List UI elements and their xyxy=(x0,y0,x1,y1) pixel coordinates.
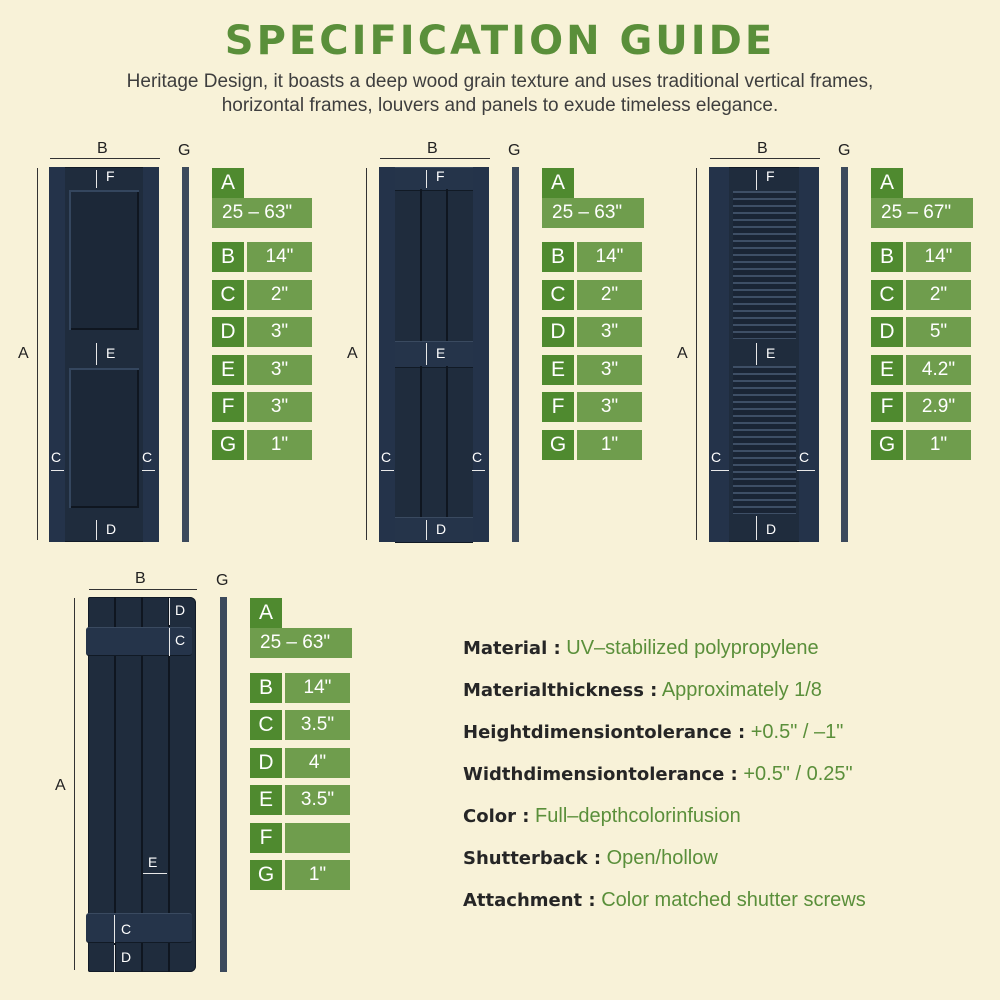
bottom-batten xyxy=(86,913,192,943)
left-stile xyxy=(49,167,65,542)
spec-key-c: C xyxy=(871,280,903,310)
thickness-profile-bar xyxy=(512,167,519,542)
right-stile xyxy=(473,167,489,542)
page-title: SPECIFICATION GUIDE xyxy=(224,18,776,64)
dim-label-e: E xyxy=(436,345,446,361)
upper-panel xyxy=(69,190,139,330)
property-material xyxy=(463,636,866,678)
property-key: Shutterback : xyxy=(463,848,602,869)
arrow-d-top xyxy=(169,598,170,625)
spec-value-e: 4.2" xyxy=(906,355,971,385)
spec-value-b: 14" xyxy=(577,242,642,272)
property-value: Color matched shutter screws xyxy=(601,889,866,911)
spec-key-d: D xyxy=(542,317,574,347)
height-dimension-line xyxy=(366,168,367,540)
property-material-thickness xyxy=(463,678,866,720)
spec-value-c: 2" xyxy=(906,280,971,310)
dim-label-g: G xyxy=(508,142,521,159)
board-groove xyxy=(420,189,422,341)
dim-label-e: E xyxy=(766,345,776,361)
top-rail xyxy=(395,167,473,191)
property-value: Full–depthcolorinfusion xyxy=(535,805,741,827)
spec-value-f: 3" xyxy=(577,392,642,422)
dim-label-d: D xyxy=(766,521,777,537)
spec-key-e: E xyxy=(250,785,282,815)
spec-value-c: 3.5" xyxy=(285,710,350,740)
spec-value-b: 14" xyxy=(247,242,312,272)
right-stile xyxy=(799,167,819,542)
property-shutterback xyxy=(463,846,866,888)
properties-list xyxy=(463,636,866,930)
spec-value-d: 4" xyxy=(285,748,350,778)
property-value: +0.5" / –1" xyxy=(750,721,844,743)
property-color xyxy=(463,804,866,846)
property-key: Materialthickness : xyxy=(463,680,658,701)
arrow-c-top xyxy=(169,628,170,656)
dim-label-d: D xyxy=(436,521,447,537)
property-key: Material : xyxy=(463,638,561,659)
dim-label-b: B xyxy=(97,140,108,157)
left-stile xyxy=(379,167,395,542)
shutter-board-and-batten xyxy=(88,597,196,972)
property-key: Heightdimensiontolerance : xyxy=(463,722,746,743)
spec-key-g: G xyxy=(212,430,244,460)
property-key: Attachment : xyxy=(463,890,596,911)
spec-key-g: G xyxy=(542,430,574,460)
dim-label-a: A xyxy=(347,345,358,362)
width-dimension-line xyxy=(380,158,490,159)
arrow-e xyxy=(426,343,427,365)
arrow-e xyxy=(96,343,97,365)
spec-value-d: 3" xyxy=(577,317,642,347)
board-groove xyxy=(446,366,448,517)
dim-label-d: D xyxy=(106,521,117,537)
dim-label-c-left: C xyxy=(381,449,392,465)
arrow-c-bottom xyxy=(114,915,115,943)
spec-key-d: D xyxy=(212,317,244,347)
arrow-f xyxy=(96,170,97,188)
property-value: Open/hollow xyxy=(606,847,718,869)
spec-value-f: 2.9" xyxy=(906,392,971,422)
spec-value-c: 2" xyxy=(247,280,312,310)
dim-label-c-left: C xyxy=(51,449,62,465)
lower-louvers xyxy=(733,366,796,514)
spec-key-c: C xyxy=(250,710,282,740)
thickness-profile-bar xyxy=(182,167,189,542)
spec-key-f: F xyxy=(250,823,282,853)
dim-label-g: G xyxy=(178,142,191,159)
spec-value-d: 3" xyxy=(247,317,312,347)
dim-label-a: A xyxy=(18,345,29,362)
spec-key-b: B xyxy=(250,673,282,703)
dim-label-b: B xyxy=(427,140,438,157)
spec-value-c: 2" xyxy=(577,280,642,310)
spec-key-b: B xyxy=(871,242,903,272)
dim-label-a: A xyxy=(677,345,688,362)
dim-label-a: A xyxy=(55,777,66,794)
spec-value-d: 5" xyxy=(906,317,971,347)
spec-value-b: 14" xyxy=(906,242,971,272)
thickness-profile-bar xyxy=(841,167,848,542)
spec-value-a: 25 – 63" xyxy=(250,628,352,658)
shutter-framed-board xyxy=(379,167,489,542)
upper-louvers xyxy=(733,191,796,339)
spec-key-f: F xyxy=(871,392,903,422)
dim-label-b: B xyxy=(757,140,768,157)
arrow-c-right xyxy=(142,470,155,471)
spec-value-e: 3" xyxy=(577,355,642,385)
arrow-c-left xyxy=(711,470,729,471)
spec-value-g: 1" xyxy=(285,860,350,890)
shutter-raised-panel xyxy=(49,167,159,542)
left-stile xyxy=(709,167,729,542)
spec-key-e: E xyxy=(871,355,903,385)
spec-value-g: 1" xyxy=(247,430,312,460)
spec-key-c: C xyxy=(212,280,244,310)
spec-key-e: E xyxy=(542,355,574,385)
arrow-d xyxy=(426,520,427,540)
dim-label-e: E xyxy=(148,854,158,870)
dim-label-g: G xyxy=(838,142,851,159)
spec-key-a: A xyxy=(250,598,282,628)
thickness-profile-bar xyxy=(220,597,227,972)
property-height-tolerance xyxy=(463,720,866,762)
arrow-e xyxy=(143,873,167,874)
arrow-d xyxy=(756,516,757,540)
spec-key-f: F xyxy=(542,392,574,422)
lower-panel xyxy=(69,368,139,508)
dim-label-b: B xyxy=(135,570,146,587)
dim-label-c-right: C xyxy=(799,449,810,465)
spec-key-b: B xyxy=(212,242,244,272)
property-value: UV–stabilized polypropylene xyxy=(566,637,819,659)
subtitle-line-2: horizontal frames, louvers and panels to exude timeless elegance. xyxy=(221,95,779,116)
spec-value-a: 25 – 63" xyxy=(212,198,312,228)
dim-label-c-bottom: C xyxy=(121,921,132,937)
property-key: Color : xyxy=(463,806,530,827)
width-dimension-line xyxy=(89,589,197,590)
board-groove xyxy=(446,189,448,341)
spec-value-g: 1" xyxy=(906,430,971,460)
right-stile xyxy=(143,167,159,542)
property-value: Approximately 1/8 xyxy=(661,679,822,701)
dim-label-f: F xyxy=(436,168,445,184)
arrow-c-right xyxy=(472,470,485,471)
spec-key-a: A xyxy=(871,168,903,198)
arrow-f xyxy=(426,170,427,188)
dim-label-f: F xyxy=(766,168,775,184)
dim-label-e: E xyxy=(106,345,116,361)
spec-key-c: C xyxy=(542,280,574,310)
spec-key-a: A xyxy=(212,168,244,198)
spec-key-g: G xyxy=(871,430,903,460)
property-width-tolerance xyxy=(463,762,866,804)
page-subtitle xyxy=(40,70,960,118)
arrow-c-right xyxy=(797,470,815,471)
shutter-louvered xyxy=(709,167,819,542)
dim-label-g: G xyxy=(216,572,229,589)
spec-key-d: D xyxy=(250,748,282,778)
spec-value-f xyxy=(285,823,350,853)
dim-label-c-right: C xyxy=(142,449,153,465)
dim-label-c-left: C xyxy=(711,449,722,465)
spec-value-e: 3" xyxy=(247,355,312,385)
subtitle-line-1: Heritage Design, it boasts a deep wood grain texture and uses traditional vertical frames, xyxy=(126,71,874,92)
arrow-c-left xyxy=(381,470,394,471)
height-dimension-line xyxy=(37,168,38,540)
arrow-d-bottom xyxy=(114,945,115,972)
spec-value-f: 3" xyxy=(247,392,312,422)
width-dimension-line xyxy=(710,158,820,159)
spec-value-g: 1" xyxy=(577,430,642,460)
width-dimension-line xyxy=(50,158,160,159)
arrow-d xyxy=(96,520,97,540)
middle-rail xyxy=(395,341,473,368)
property-value: +0.5" / 0.25" xyxy=(743,763,853,785)
board-groove xyxy=(420,366,422,517)
bottom-rail xyxy=(395,517,473,543)
dim-label-f: F xyxy=(106,168,115,184)
spec-key-e: E xyxy=(212,355,244,385)
property-attachment xyxy=(463,888,866,930)
spec-value-b: 14" xyxy=(285,673,350,703)
height-dimension-line xyxy=(74,598,75,970)
dim-label-c-top: C xyxy=(175,632,186,648)
spec-key-d: D xyxy=(871,317,903,347)
dim-label-d-bottom: D xyxy=(121,949,132,965)
spec-key-f: F xyxy=(212,392,244,422)
spec-key-g: G xyxy=(250,860,282,890)
spec-value-a: 25 – 67" xyxy=(871,198,973,228)
spec-key-a: A xyxy=(542,168,574,198)
dim-label-c-right: C xyxy=(472,449,483,465)
arrow-e xyxy=(756,343,757,365)
spec-value-a: 25 – 63" xyxy=(542,198,644,228)
dim-label-d-top: D xyxy=(175,602,186,618)
arrow-f xyxy=(756,170,757,190)
arrow-c-left xyxy=(51,470,64,471)
spec-value-e: 3.5" xyxy=(285,785,350,815)
property-key: Widthdimensiontolerance : xyxy=(463,764,738,785)
height-dimension-line xyxy=(696,168,697,540)
spec-key-b: B xyxy=(542,242,574,272)
